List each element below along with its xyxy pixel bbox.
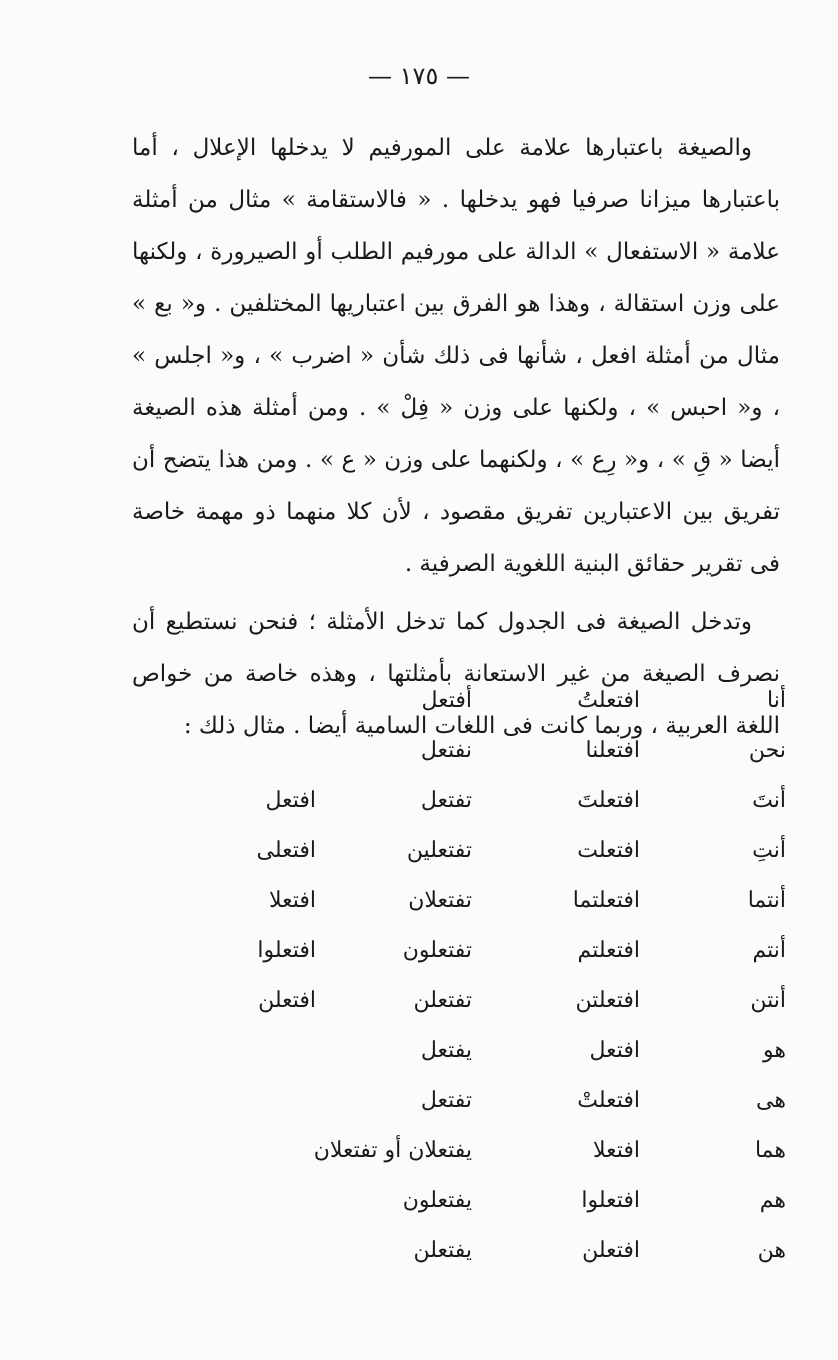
present-cell: تفتعلان [408,888,472,913]
past-cell: افتعلتما [572,888,640,913]
pronoun-cell: هما [754,1138,786,1163]
pronoun-cell: نحن [748,738,786,763]
past-cell: افتعلوا [581,1188,640,1213]
imperative-cell: افتعلى [256,838,316,863]
present-cell: يفتعلون [402,1188,472,1213]
table-row [0,1076,838,1126]
present-cell: يفتعلن [413,1238,472,1263]
table-row [0,876,838,926]
pronoun-cell: هى [756,1088,786,1113]
imperative-cell: افتعلا [268,888,316,913]
present-cell: تفتعلين [406,838,472,863]
present-cell: تفتعل [420,788,472,813]
past-cell: افتعلتُ [577,688,640,713]
past-cell: افتعلتن [575,988,640,1013]
pronoun-cell: أنتَ [752,788,786,813]
present-cell: أفتعل [421,688,472,713]
table-row [0,976,838,1026]
present-cell: تفتعلن [413,988,472,1013]
present-cell: تفتعلون [402,938,472,963]
paragraph-1: والصيغة باعتبارها علامة على المورفيم لا يدخلها الإعلال ، أما باعتبارها ميزانا صرفيا فهو يدخلها . « فالاستقامة » مثال من أمثلة علامة « الاستفعال » الدالة على مورفيم الطلب أو الصيرورة ، ولكنها على وزن استقالة ، وهذا هو الفرق بين اعتباريها المختلفين . و« بع » مثال من أمثلة افعل ، شأنها فى ذلك شأن « اضرب » ، و« اجلس » ، و« احبس » ، ولكنها على وزن « فِلْ » . ومن أمثلة هذه الصيغة أيضا « قِ » ، و« رِع » ، ولكنهما على وزن « ع » . ومن هذا يتضح أن تفريق بين الاعتبارين تفريق مقصود ، لأن كلا منهما ذو مهمة خاصة فى تقرير حقائق البنية اللغوية الصرفية . [132,135,780,577]
table-row [0,676,838,726]
pronoun-cell: هم [759,1188,786,1213]
imperative-cell: افتعلن [258,988,316,1013]
present-cell: تفتعل [420,1088,472,1113]
table-row [0,1226,838,1276]
pronoun-cell: أنتِ [752,838,786,863]
table-row [0,776,838,826]
pronoun-cell: هن [757,1238,786,1263]
pronoun-cell: أنتما [747,888,786,913]
past-cell: افتعلن [582,1238,640,1263]
conjugation-table [0,676,838,1276]
past-cell: افتعلت [577,838,640,863]
past-cell: افتعلتَ [577,788,640,813]
pronoun-cell: أنا [767,688,786,713]
past-cell: افتعلا [592,1138,640,1163]
pronoun-cell: أنتم [752,938,786,963]
table-row [0,826,838,876]
past-cell: افتعلنا [585,738,640,763]
table-row [0,726,838,776]
present-cell: يفتعل [420,1038,472,1063]
paragraph-2: وتدخل الصيغة فى الجدول كما تدخل الأمثلة ؛ فنحن نستطيع أن نصرف الصيغة من غير الاستعانة بأمثلتها ، وهذه خاصة من خواص اللغة العربية ، وربما كانت فى اللغات السامية أيضا . مثال ذلك : [132,609,780,739]
table-row [0,1176,838,1226]
pronoun-cell: أنتن [750,988,786,1013]
page-number: — ١٧٥ — [368,62,470,90]
table-row [0,926,838,976]
imperative-cell: افتعلوا [257,938,316,963]
pronoun-cell: هو [763,1038,786,1063]
imperative-cell: افتعل [265,788,316,813]
present-cell: يفتعلان أو تفتعلان [313,1138,472,1163]
table-row [0,1026,838,1076]
past-cell: افتعل [589,1038,640,1063]
past-cell: افتعلتم [577,938,640,963]
past-cell: افتعلتْ [577,1088,640,1113]
present-cell: نفتعل [420,738,472,763]
table-row [0,1126,838,1176]
body-text [132,122,780,752]
